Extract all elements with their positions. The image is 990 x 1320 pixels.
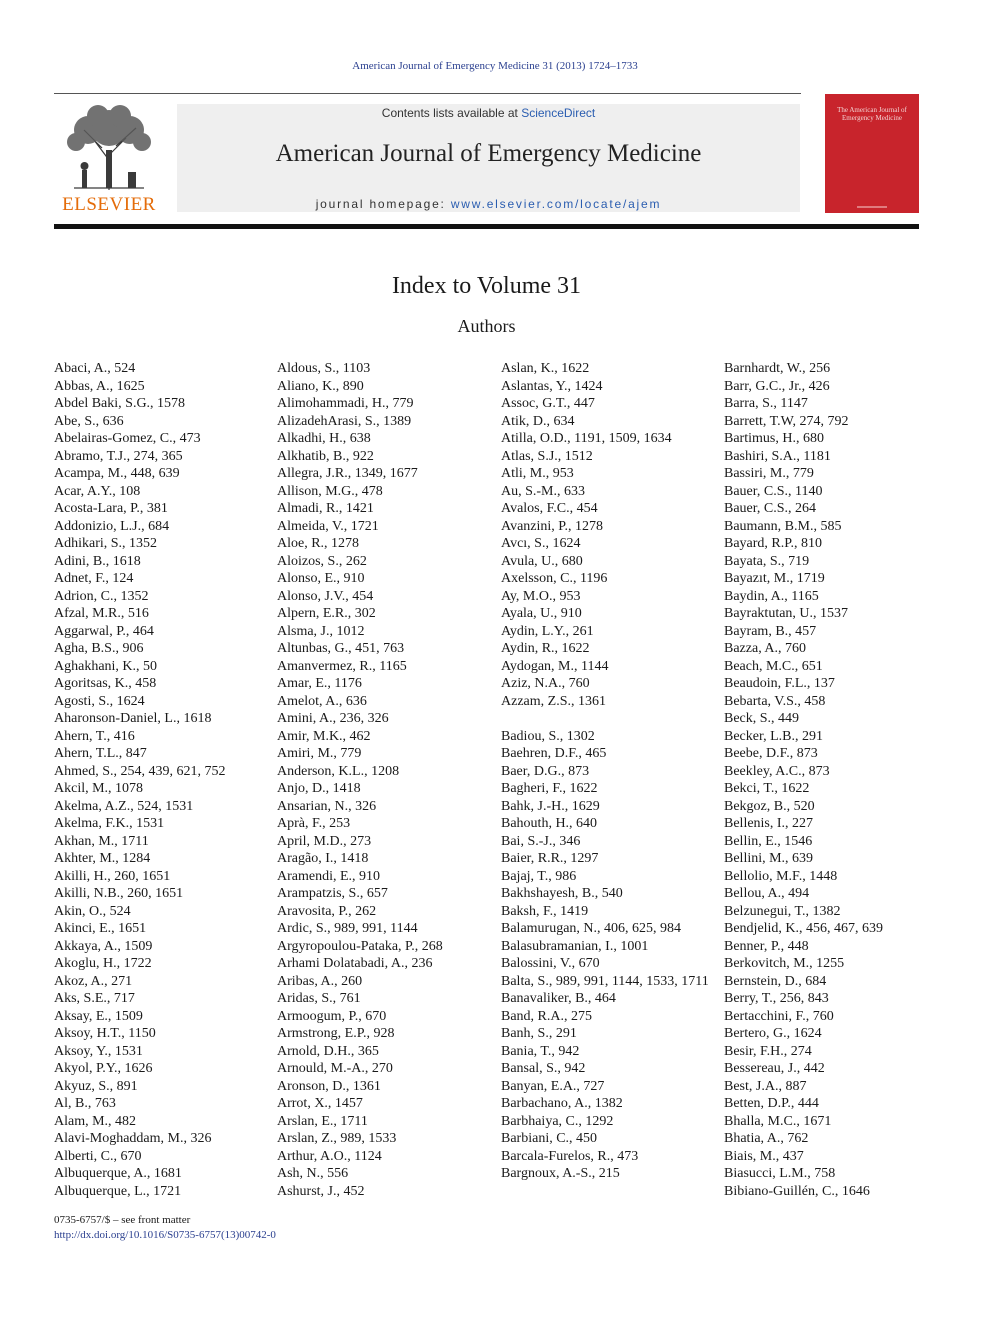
author-entry: Akilli, H., 260, 1651: [54, 868, 171, 884]
author-entry: Amiri, M., 779: [277, 746, 362, 761]
author-entry: Bhatia, A., 762: [724, 1131, 809, 1146]
author-entry: Arrot, X., 1457: [277, 1096, 363, 1111]
author-entry: Bendjelid, K., 456, 467, 639: [724, 921, 884, 936]
author-entry: Aksoy, Y., 1531: [54, 1043, 143, 1059]
author-entry: Bekgoz, B., 520: [724, 798, 815, 814]
homepage-prefix: journal homepage:: [315, 197, 451, 211]
author-entry: Barbachano, A., 1382: [501, 1096, 623, 1111]
journal-title: American Journal of Emergency Medicine: [275, 140, 702, 167]
author-entry: Bibiano-Guillén, C., 1646: [724, 1183, 870, 1199]
author-column-3: [501, 360, 723, 1183]
author-entry: Bellini, M., 639: [724, 851, 814, 866]
author-entry: Abaci, A., 524: [54, 361, 136, 376]
author-entry: Biasucci, L.M., 758: [724, 1166, 836, 1181]
author-entry: Bertero, G., 1624: [724, 1026, 822, 1041]
author-entry: Akoglu, H., 1722: [54, 956, 152, 971]
author-entry: Avanzini, P., 1278: [501, 518, 604, 534]
author-entry: Ayala, U., 910: [501, 606, 582, 621]
author-entry: Bhalla, M.C., 1671: [724, 1113, 832, 1129]
author-entry: Arthur, A.O., 1124: [277, 1148, 382, 1164]
author-entry: Akin, O., 524: [54, 903, 131, 919]
author-entry: Aharonson-Daniel, L., 1618: [54, 711, 212, 726]
author-entry: Badiou, S., 1302: [501, 728, 595, 744]
author-entry: Assoc, G.T., 447: [501, 396, 595, 411]
author-entry: Abramo, T.J., 274, 365: [54, 448, 183, 464]
author-entry: Bekci, T., 1622: [724, 781, 810, 796]
author-entry: Baier, R.R., 1297: [501, 851, 599, 866]
author-entry: Alavi-Moghaddam, M., 326: [54, 1131, 212, 1146]
author-entry: Bakhshayesh, B., 540: [501, 886, 623, 901]
issn-line: 0735-6757/$ – see front matter: [54, 1214, 191, 1226]
author-entry: Avalos, F.C., 454: [501, 501, 598, 516]
author-entry: Akhan, M., 1711: [54, 833, 149, 849]
header-divider: [54, 93, 801, 94]
author-entry: Baumann, B.M., 585: [724, 518, 842, 534]
author-entry: Amanvermez, R., 1165: [277, 658, 407, 674]
author-entry: Atlas, S.J., 1512: [501, 448, 593, 464]
author-entry: Aksoy, H.T., 1150: [54, 1026, 156, 1041]
author-column-4: [724, 360, 946, 1200]
author-entry: Azzam, Z.S., 1361: [501, 693, 606, 709]
author-entry: Akelma, F.K., 1531: [54, 816, 165, 831]
author-entry: Alpern, E.R., 302: [277, 606, 376, 621]
author-entry: Alsma, J., 1012: [277, 623, 365, 639]
author-entry: Barbhaiya, C., 1292: [501, 1113, 614, 1129]
author-entry: Barr, G.C., Jr., 426: [724, 378, 830, 394]
author-entry: Balta, S., 989, 991, 1144, 1533, 1711: [501, 973, 709, 989]
author-entry: Biais, M., 437: [724, 1148, 804, 1164]
author-entry: Armoogum, P., 670: [277, 1008, 387, 1024]
author-entry: Aloe, R., 1278: [277, 536, 360, 551]
author-entry: Avcı, S., 1624: [501, 536, 581, 551]
author-entry: Betten, D.P., 444: [724, 1096, 819, 1111]
author-entry: April, M.D., 273: [277, 833, 372, 849]
author-entry: Alimohammadi, H., 779: [277, 396, 414, 411]
author-entry: Bertacchini, F., 760: [724, 1008, 834, 1024]
author-entry: Aribas, A., 260: [277, 973, 363, 989]
homepage-line: [177, 197, 800, 211]
author-entry: Arampatzis, S., 657: [277, 886, 388, 901]
cover-decoration: [857, 206, 887, 208]
author-entry: Alonso, E., 910: [277, 571, 365, 586]
sciencedirect-link[interactable]: ScienceDirect: [521, 106, 596, 120]
journal-citation: American Journal of Emergency Medicine 31 (2013) 1724–1733: [352, 60, 638, 72]
author-entry: Allegra, J.R., 1349, 1677: [277, 466, 418, 481]
author-entry: Aliano, K., 890: [277, 378, 364, 394]
author-entry: Bauer, C.S., 264: [724, 501, 816, 516]
author-entry: Aydogan, M., 1144: [501, 658, 609, 674]
author-entry: Alonso, J.V., 454: [277, 588, 374, 604]
author-entry: Aydin, L.Y., 261: [501, 623, 594, 639]
author-entry: Alberti, C., 670: [54, 1148, 142, 1164]
author-entry: Baehren, D.F., 465: [501, 746, 607, 761]
author-entry: Aronson, D., 1361: [277, 1078, 381, 1094]
author-entry: Abe, S., 636: [54, 413, 124, 429]
author-entry: Al, B., 763: [54, 1096, 116, 1111]
author-entry: Atik, D., 634: [501, 413, 575, 429]
author-entry: Bellin, E., 1546: [724, 833, 813, 849]
author-entry: Almadi, R., 1421: [277, 501, 374, 516]
author-entry: Agosti, S., 1624: [54, 693, 145, 709]
author-entry: Altunbas, G., 451, 763: [277, 641, 405, 656]
author-entry: Ash, N., 556: [277, 1166, 349, 1181]
index-title: Index to Volume 31: [391, 273, 582, 299]
section-title: Authors: [457, 316, 516, 336]
author-entry: Adrion, C., 1352: [54, 588, 149, 604]
author-entry: Arslan, Z., 989, 1533: [277, 1131, 397, 1146]
header-rule: [54, 224, 919, 229]
author-entry: Aksay, E., 1509: [54, 1008, 143, 1024]
author-entry: Aloizos, S., 262: [277, 553, 367, 569]
author-entry: Amelot, A., 636: [277, 693, 367, 709]
author-entry: Beck, S., 449: [724, 711, 800, 726]
contents-line: [177, 106, 800, 120]
author-entry: Bansal, S., 942: [501, 1061, 586, 1076]
author-entry: Adhikari, S., 1352: [54, 536, 158, 551]
author-entry: Berkovitch, M., 1255: [724, 956, 845, 971]
author-entry: Aziz, N.A., 760: [501, 676, 590, 691]
author-entry: Abdel Baki, S.G., 1578: [54, 396, 186, 411]
author-entry: Akcil, M., 1078: [54, 781, 144, 796]
author-entry: Bargnoux, A.-S., 215: [501, 1166, 620, 1181]
author-entry: Bellou, A., 494: [724, 886, 810, 901]
author-entry: Alkadhi, H., 638: [277, 431, 371, 446]
author-entry: Aydin, R., 1622: [501, 641, 590, 656]
author-entry: Alkhatib, B., 922: [277, 448, 374, 464]
author-entry: Bellolio, M.F., 1448: [724, 868, 838, 884]
author-entry: Bartimus, H., 680: [724, 431, 824, 446]
author-entry: Afzal, M.R., 516: [54, 606, 149, 621]
author-entry: Argyropoulou-Pataka, P., 268: [277, 938, 443, 954]
cover-title: The American Journal of Emergency Medicine: [837, 106, 907, 122]
author-entry: Barcala-Furelos, R., 473: [501, 1148, 639, 1164]
author-entry: Bassiri, M., 779: [724, 466, 814, 481]
author-entry: Aridas, S., 761: [277, 991, 361, 1006]
author-entry: Adnet, F., 124: [54, 571, 134, 586]
author-entry: Bajaj, T., 986: [501, 868, 577, 884]
author-entry: Ahern, T., 416: [54, 728, 135, 744]
author-entry: Bayard, R.P., 810: [724, 536, 822, 551]
doi-link[interactable]: http://dx.doi.org/10.1016/S0735-6757(13)00742-0: [54, 1229, 276, 1241]
author-entry: Benner, P., 448: [724, 938, 809, 954]
author-entry: Bayram, B., 457: [724, 623, 817, 639]
author-entry: Baydin, A., 1165: [724, 588, 819, 604]
author-entry: Ahern, T.L., 847: [54, 746, 147, 761]
author-entry: Akyol, P.Y., 1626: [54, 1061, 153, 1076]
author-entry: Barrett, T.W, 274, 792: [724, 413, 849, 429]
author-entry: Addonizio, L.J., 684: [54, 518, 170, 534]
journal-banner: [177, 104, 800, 212]
author-entry: Anjo, D., 1418: [277, 781, 361, 796]
author-entry: Banavaliker, B., 464: [501, 991, 616, 1006]
author-entry: Balossini, V., 670: [501, 956, 600, 971]
author-entry: Bahk, J.-H., 1629: [501, 798, 600, 814]
author-entry: Arhami Dolatabadi, A., 236: [277, 956, 433, 971]
author-entry: Bayazıt, M., 1719: [724, 571, 825, 586]
author-entry: Akilli, N.B., 260, 1651: [54, 886, 184, 901]
author-entry: Band, R.A., 275: [501, 1008, 592, 1024]
author-entry: Amini, A., 236, 326: [277, 711, 389, 726]
author-entry: Balasubramanian, I., 1001: [501, 938, 649, 954]
author-entry: Ashurst, J., 452: [277, 1183, 365, 1199]
author-entry: Baksh, F., 1419: [501, 903, 589, 919]
author-entry: Bashiri, S.A., 1181: [724, 448, 831, 464]
author-entry: Bania, T., 942: [501, 1043, 580, 1059]
author-entry: Albuquerque, L., 1721: [54, 1183, 182, 1199]
contents-prefix: Contents lists available at: [381, 106, 522, 120]
author-entry: Atilla, O.D., 1191, 1509, 1634: [501, 431, 672, 446]
author-entry: Abelairas-Gomez, C., 473: [54, 431, 201, 446]
author-entry: Beach, M.C., 651: [724, 658, 823, 674]
author-entry: Belzunegui, T., 1382: [724, 903, 841, 919]
publisher-logo: [54, 100, 164, 216]
author-entry: Aragão, I., 1418: [277, 851, 369, 866]
author-entry: Bahouth, H., 640: [501, 816, 598, 831]
homepage-link[interactable]: www.elsevier.com/locate/ajem: [450, 197, 662, 211]
author-entry: Akhter, M., 1284: [54, 851, 151, 866]
author-entry: Akelma, A.Z., 524, 1531: [54, 798, 194, 814]
author-entry: Beekley, A.C., 873: [724, 763, 830, 779]
author-entry: Aslan, K., 1622: [501, 361, 590, 376]
author-entry: Aks, S.E., 717: [54, 991, 135, 1006]
author-entry: Ardic, S., 989, 991, 1144: [277, 921, 418, 936]
author-entry: Aramendi, E., 910: [277, 868, 381, 884]
author-entry: Barbiani, C., 450: [501, 1131, 598, 1146]
author-entry: Banh, S., 291: [501, 1026, 577, 1041]
author-entry: Albuquerque, A., 1681: [54, 1166, 182, 1181]
author-entry: Akkaya, A., 1509: [54, 938, 153, 954]
author-entry: Acosta-Lara, P., 381: [54, 501, 168, 516]
author-entry: Aravosita, P., 262: [277, 903, 377, 919]
author-column-2: [277, 360, 499, 1200]
author-entry: Adini, B., 1618: [54, 553, 141, 569]
author-entry: Ay, M.O., 953: [501, 588, 581, 604]
author-entry: Akoz, A., 271: [54, 973, 133, 989]
author-entry: Akinci, E., 1651: [54, 921, 147, 936]
author-entry: Aprà, F., 253: [277, 816, 351, 831]
author-entry: Anderson, K.L., 1208: [277, 763, 400, 779]
author-entry: Barra, S., 1147: [724, 396, 808, 411]
author-entry: Aslantas, Y., 1424: [501, 378, 603, 394]
author-entry: Banyan, E.A., 727: [501, 1078, 605, 1094]
author-entry: Akyuz, S., 891: [54, 1078, 138, 1094]
author-entry: Bessereau, J., 442: [724, 1061, 825, 1076]
author-entry: Avula, U., 680: [501, 553, 583, 569]
author-entry: AlizadehArasi, S., 1389: [277, 413, 412, 429]
author-entry: Acar, A.Y., 108: [54, 483, 141, 499]
author-entry: Aldous, S., 1103: [277, 361, 371, 376]
author-entry: Au, S.-M., 633: [501, 483, 586, 499]
author-entry: Alam, M., 482: [54, 1113, 137, 1129]
author-entry: Bazza, A., 760: [724, 641, 807, 656]
journal-cover-thumbnail: [825, 94, 919, 213]
tree-logo-icon: [54, 100, 164, 192]
publisher-name: ELSEVIER: [62, 194, 156, 215]
author-entry: Aggarwal, P., 464: [54, 623, 154, 639]
author-entry: Best, J.A., 887: [724, 1078, 807, 1094]
author-entry: Axelsson, C., 1196: [501, 571, 608, 586]
author-entry: Barnhardt, W., 256: [724, 361, 831, 376]
author-entry: Bayraktutan, U., 1537: [724, 606, 849, 621]
author-entry: Acampa, M., 448, 639: [54, 466, 180, 481]
author-entry: Bebarta, V.S., 458: [724, 693, 826, 709]
author-entry: Arslan, E., 1711: [277, 1113, 368, 1129]
author-entry: Arnold, D.H., 365: [277, 1043, 379, 1059]
author-entry: Baer, D.G., 873: [501, 763, 590, 779]
author-entry: Agoritsas, K., 458: [54, 676, 157, 691]
letter-group-gap: [501, 710, 723, 728]
author-entry: Bagheri, F., 1622: [501, 781, 598, 796]
author-column-1: [54, 360, 276, 1200]
author-entry: Armstrong, E.P., 928: [277, 1026, 395, 1041]
author-entry: Amir, M.K., 462: [277, 728, 371, 744]
author-entry: Atli, M., 953: [501, 466, 574, 481]
author-entry: Beaudoin, F.L., 137: [724, 676, 835, 691]
author-entry: Bauer, C.S., 1140: [724, 483, 823, 499]
author-entry: Bellenis, I., 227: [724, 816, 814, 831]
author-entry: Almeida, V., 1721: [277, 518, 379, 534]
author-entry: Arnould, M.-A., 270: [277, 1061, 393, 1076]
author-entry: Agha, B.S., 906: [54, 641, 144, 656]
author-entry: Berry, T., 256, 843: [724, 991, 829, 1006]
author-entry: Amar, E., 1176: [277, 676, 362, 691]
author-entry: Becker, L.B., 291: [724, 728, 823, 744]
author-entry: Balamurugan, N., 406, 625, 984: [501, 921, 682, 936]
author-entry: Aghakhani, K., 50: [54, 658, 158, 674]
author-entry: Beebe, D.F., 873: [724, 746, 818, 761]
author-entry: Allison, M.G., 478: [277, 483, 383, 499]
author-entry: Besir, F.H., 274: [724, 1043, 812, 1059]
author-entry: Bayata, S., 719: [724, 553, 810, 569]
author-entry: Bai, S.-J., 346: [501, 833, 581, 849]
author-entry: Ansarian, N., 326: [277, 798, 377, 814]
author-entry: Abbas, A., 1625: [54, 378, 145, 394]
author-entry: Ahmed, S., 254, 439, 621, 752: [54, 763, 226, 779]
author-entry: Bernstein, D., 684: [724, 973, 827, 989]
